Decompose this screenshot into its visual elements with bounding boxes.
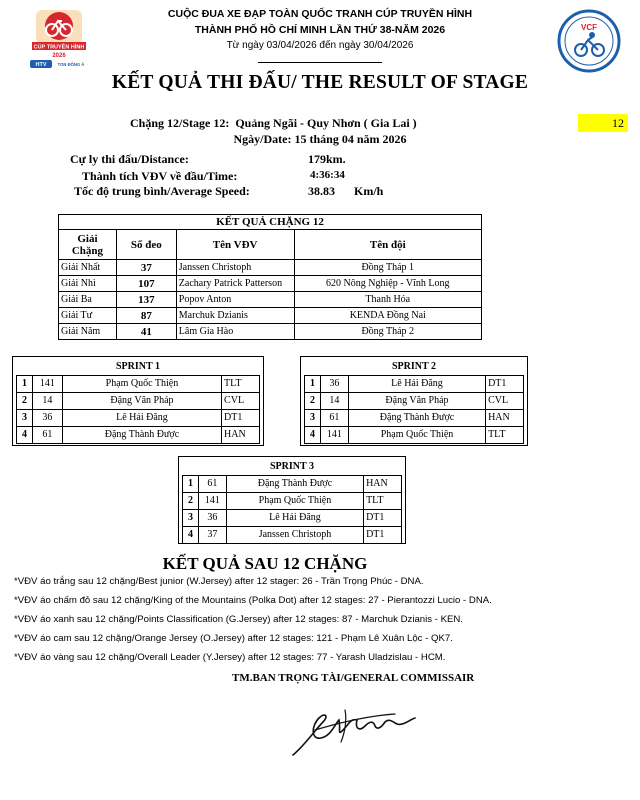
rank-cell: 4	[17, 426, 33, 443]
rider-cell: Phạm Quốc Thiện	[62, 375, 221, 392]
rider-cell: Đặng Văn Pháp	[348, 392, 485, 409]
prize-cell: Giải Nhì	[59, 276, 117, 292]
sprint-title: SPRINT 2	[305, 358, 524, 375]
summary-title: KẾT QUẢ SAU 12 CHẶNG	[162, 554, 368, 573]
rank-cell: 1	[305, 375, 321, 392]
tournament-logo	[10, 8, 106, 70]
rider-cell: Đặng Thành Được	[62, 426, 221, 443]
table-row	[59, 276, 482, 292]
header-divider	[258, 62, 382, 63]
white-jersey-line: *VĐV áo trắng sau 12 chặng/Best junior (W.Jersey) after 12 stager: 26 - Trần Trọng Phúc - DNA.	[14, 576, 424, 587]
stage-number-badge: 12	[578, 114, 628, 132]
team-cell: Thanh Hóa	[294, 292, 481, 308]
header-team: Tên đội	[294, 230, 481, 260]
commissaire-signature	[285, 700, 435, 760]
rider-cell: Janssen Christoph	[226, 526, 363, 543]
sprint-2-table	[304, 358, 524, 444]
rider-cell: Zachary Patrick Patterson	[176, 276, 294, 292]
rank-cell: 2	[183, 492, 199, 509]
rank-cell: 3	[17, 409, 33, 426]
bib-cell: 107	[116, 276, 176, 292]
sprint-1-table	[16, 358, 260, 444]
green-jersey-line: *VĐV áo xanh sau 12 chặng/Points Classification (G.Jersey) after 12 stages: 87 - Marchuk Dzianis - KEN.	[14, 614, 463, 625]
table-row	[17, 392, 260, 409]
bib-cell: 87	[116, 308, 176, 324]
prize-cell: Giải Ba	[59, 292, 117, 308]
team-cell: HAN	[222, 426, 260, 443]
svg-text:VCF: VCF	[581, 23, 597, 32]
bib-cell: 36	[32, 409, 62, 426]
orange-jersey-line: *VĐV áo cam sau 12 chặng/Orange Jersey (O.Jersey) after 12 stages: 121 - Phạm Lê Xuân Lộc - QK7.	[14, 633, 453, 644]
prize-cell: Giải Năm	[59, 324, 117, 340]
rank-cell: 3	[183, 509, 199, 526]
bib-cell: 37	[116, 260, 176, 276]
table-row	[59, 308, 482, 324]
team-cell: TLT	[364, 492, 402, 509]
federation-logo	[556, 8, 622, 74]
team-cell: Đồng Tháp 2	[294, 324, 481, 340]
team-cell: 620 Nông Nghiệp - Vĩnh Long	[294, 276, 481, 292]
header-prize: Giải Chặng	[59, 230, 117, 260]
rank-cell: 4	[183, 526, 199, 543]
table-row	[183, 475, 402, 492]
distance-value: 179km.	[308, 152, 346, 166]
rider-cell: Lê Hải Đăng	[226, 509, 363, 526]
team-cell: HAN	[486, 409, 524, 426]
svg-text:TON ĐÔNG Á: TON ĐÔNG Á	[57, 62, 85, 68]
commissaire-title: TM.BAN TRỌNG TÀI/GENERAL COMMISSAIR	[232, 672, 475, 684]
rider-cell: Lê Hải Đăng	[62, 409, 221, 426]
page-title: KẾT QUẢ THI ĐẤU/ THE RESULT OF STAGE	[111, 72, 529, 93]
table-row	[305, 375, 524, 392]
team-cell: TLT	[486, 426, 524, 443]
header-date-range: Từ ngày 03/04/2026 đến ngày 30/04/2026	[226, 40, 414, 51]
team-cell: KENDA Đồng Nai	[294, 308, 481, 324]
rider-cell: Lâm Gia Hào	[176, 324, 294, 340]
team-cell: DT1	[364, 526, 402, 543]
team-cell: CVL	[222, 392, 260, 409]
rider-cell: Đặng Văn Pháp	[62, 392, 221, 409]
table-row	[17, 426, 260, 443]
svg-text:2026: 2026	[52, 53, 66, 59]
prize-cell: Giải Nhất	[59, 260, 117, 276]
rider-cell: Đặng Thành Được	[348, 409, 485, 426]
yellow-jersey-line: *VĐV áo vàng sau 12 chặng/Overall Leader (Y.Jersey) after 12 stages: 77 - Yarash Uladzislau - HCM.	[14, 652, 446, 663]
table-row	[183, 509, 402, 526]
rank-cell: 2	[17, 392, 33, 409]
stage-route: Chặng 12/Stage 12: Quảng Ngãi - Quy Nhơn ( Gia Lai )	[130, 116, 417, 130]
table-row	[183, 492, 402, 509]
rank-cell: 2	[305, 392, 321, 409]
time-label: Thành tích VĐV về đầu/Time:	[82, 169, 238, 183]
bib-cell: 36	[320, 375, 348, 392]
rider-cell: Lê Hải Đăng	[348, 375, 485, 392]
rank-cell: 1	[183, 475, 199, 492]
bib-cell: 61	[32, 426, 62, 443]
bib-cell: 14	[320, 392, 348, 409]
distance-label: Cự ly thi đấu/Distance:	[70, 152, 189, 166]
bib-cell: 61	[198, 475, 226, 492]
team-cell: CVL	[486, 392, 524, 409]
bib-cell: 137	[116, 292, 176, 308]
stage-date: Ngày/Date: 15 tháng 04 năm 2026	[233, 132, 407, 146]
bib-cell: 37	[198, 526, 226, 543]
sprint-3-table	[182, 458, 402, 544]
svg-text:HTV: HTV	[35, 62, 47, 69]
bib-cell: 61	[320, 409, 348, 426]
sprint-title: SPRINT 3	[183, 458, 402, 475]
team-cell: TLT	[222, 375, 260, 392]
time-value: 4:36:34	[310, 169, 345, 181]
bib-cell: 141	[320, 426, 348, 443]
table-row	[305, 409, 524, 426]
rank-cell: 4	[305, 426, 321, 443]
rank-cell: 1	[17, 375, 33, 392]
rider-cell: Đặng Thành Được	[226, 475, 363, 492]
table-row	[305, 426, 524, 443]
prize-cell: Giải Tư	[59, 308, 117, 324]
rider-cell: Janssen Christoph	[176, 260, 294, 276]
speed-value: 38.83	[308, 184, 335, 198]
team-cell: HAN	[364, 475, 402, 492]
bib-cell: 14	[32, 392, 62, 409]
bib-cell: 141	[32, 375, 62, 392]
header-rider: Tên VĐV	[176, 230, 294, 260]
header-bib: Số đeo	[116, 230, 176, 260]
speed-unit: Km/h	[354, 184, 384, 198]
sprint-title: SPRINT 1	[17, 358, 260, 375]
results-caption: KẾT QUẢ CHẶNG 12	[59, 215, 482, 230]
bib-cell: 36	[198, 509, 226, 526]
table-row	[59, 324, 482, 340]
speed-label: Tốc độ trung bình/Average Speed:	[74, 184, 250, 198]
stage-results-table	[58, 214, 482, 340]
team-cell: DT1	[222, 409, 260, 426]
rider-cell: Phạm Quốc Thiện	[226, 492, 363, 509]
table-row	[59, 260, 482, 276]
rank-cell: 3	[305, 409, 321, 426]
header-line-2: THÀNH PHỐ HỒ CHÍ MINH LẦN THỨ 38-NĂM 2026	[194, 24, 446, 36]
header-line-1: CUỘC ĐUA XE ĐẠP TOÀN QUỐC TRANH CÚP TRUYỀN HÌNH	[167, 8, 473, 20]
table-row	[305, 392, 524, 409]
team-cell: DT1	[364, 509, 402, 526]
table-row	[59, 292, 482, 308]
rider-cell: Popov Anton	[176, 292, 294, 308]
svg-text:CÚP TRUYỀN HÌNH: CÚP TRUYỀN HÌNH	[33, 44, 85, 51]
polka-dot-jersey-line: *VĐV áo chấm đỏ sau 12 chặng/King of the Mountains (Polka Dot) after 12 stages: 27 - Pierantozzi Lucio - DNA.	[14, 595, 492, 606]
team-cell: DT1	[486, 375, 524, 392]
bib-cell: 141	[198, 492, 226, 509]
bib-cell: 41	[116, 324, 176, 340]
team-cell: Đồng Tháp 1	[294, 260, 481, 276]
table-row	[17, 409, 260, 426]
table-row	[183, 526, 402, 543]
table-row	[17, 375, 260, 392]
rider-cell: Phạm Quốc Thiện	[348, 426, 485, 443]
rider-cell: Marchuk Dzianis	[176, 308, 294, 324]
